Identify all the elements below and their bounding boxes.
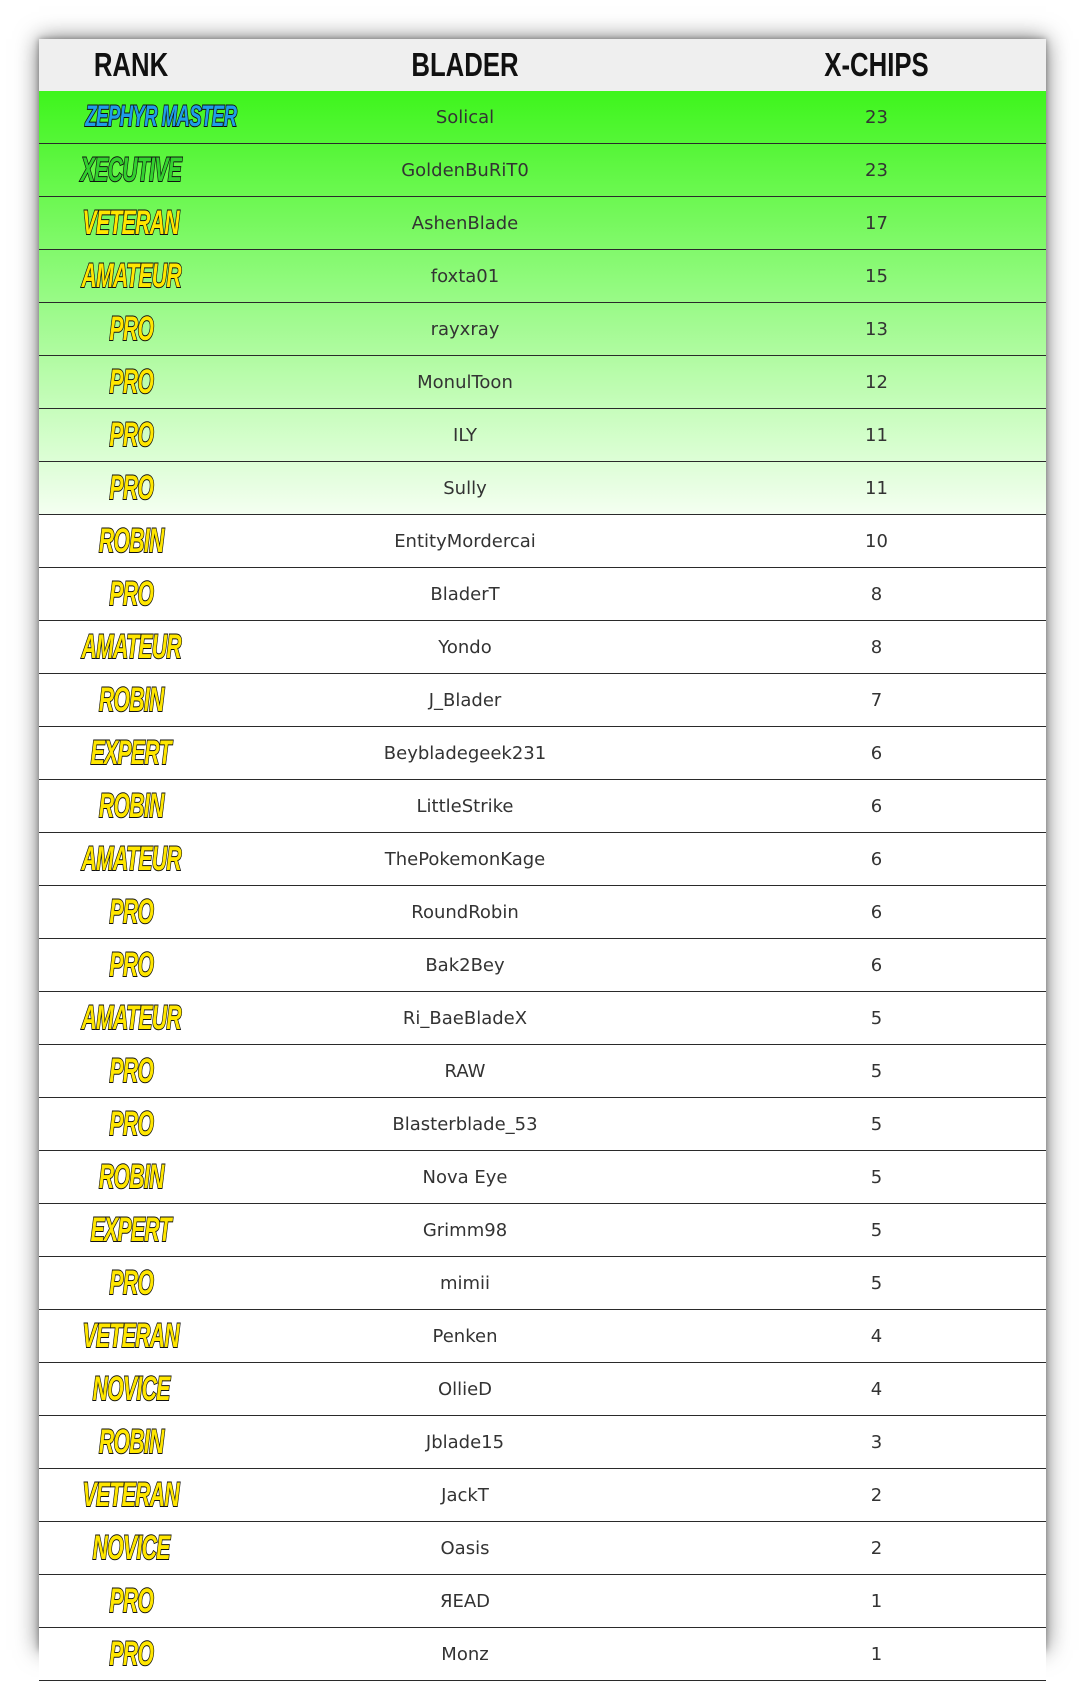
x-chips-count: 8 bbox=[870, 636, 883, 658]
x-chips-count: 6 bbox=[870, 848, 883, 870]
rank-badge: AMATEUR bbox=[81, 840, 181, 878]
blader-name: mimii bbox=[439, 1272, 491, 1294]
header-row bbox=[39, 39, 1046, 91]
rank-badge: ROBIN bbox=[98, 1158, 164, 1196]
rank-cell bbox=[39, 621, 223, 674]
rank-cell bbox=[39, 674, 223, 727]
rank-badge: PRO bbox=[109, 575, 153, 613]
rank-badge: AMATEUR bbox=[81, 257, 181, 295]
blader-name: foxta01 bbox=[430, 265, 500, 287]
blader-name: Jblade15 bbox=[425, 1431, 505, 1453]
blader-name: Solical bbox=[435, 106, 495, 128]
table-row bbox=[39, 303, 1046, 356]
rank-cell bbox=[39, 1310, 223, 1363]
table-row bbox=[39, 1628, 1046, 1681]
x-chips-count: 6 bbox=[870, 901, 883, 923]
rank-cell bbox=[39, 1575, 223, 1628]
x-chips-count: 2 bbox=[870, 1484, 883, 1506]
blader-name: ЯEAD bbox=[439, 1590, 491, 1612]
x-chips-count: 10 bbox=[865, 530, 888, 552]
table-row bbox=[39, 91, 1046, 144]
rank-badge: AMATEUR bbox=[81, 999, 181, 1037]
x-chips-count: 7 bbox=[870, 689, 883, 711]
table-row bbox=[39, 1098, 1046, 1151]
x-chips-count: 15 bbox=[865, 265, 888, 287]
x-chips-count: 4 bbox=[870, 1325, 883, 1347]
rank-cell bbox=[39, 1522, 223, 1575]
table-row bbox=[39, 621, 1046, 674]
blader-name: JackT bbox=[441, 1484, 489, 1506]
rank-cell bbox=[39, 462, 223, 515]
rank-cell bbox=[39, 1045, 223, 1098]
blader-name: rayxray bbox=[430, 318, 500, 340]
rank-badge: PRO bbox=[109, 1635, 153, 1673]
table-row bbox=[39, 250, 1046, 303]
x-chips-count: 2 bbox=[870, 1537, 883, 1559]
rank-cell bbox=[39, 91, 237, 144]
table-row bbox=[39, 197, 1046, 250]
rank-cell bbox=[39, 1151, 223, 1204]
blader-name: MonulToon bbox=[417, 371, 513, 393]
table-row bbox=[39, 674, 1046, 727]
blader-name: Grimm98 bbox=[422, 1219, 508, 1241]
table-body bbox=[39, 91, 1046, 1681]
rank-badge: ROBIN bbox=[98, 1423, 164, 1461]
blader-name: ILY bbox=[453, 424, 477, 446]
blader-name: OllieD bbox=[437, 1378, 493, 1400]
rank-badge: ROBIN bbox=[98, 522, 164, 560]
rank-cell bbox=[39, 1098, 223, 1151]
rank-cell bbox=[39, 197, 223, 250]
table-header bbox=[39, 39, 1046, 91]
rank-cell bbox=[39, 1416, 223, 1469]
x-chips-count: 4 bbox=[870, 1378, 883, 1400]
rank-cell bbox=[39, 1257, 223, 1310]
x-chips-count: 5 bbox=[870, 1060, 883, 1082]
rank-cell bbox=[39, 992, 223, 1045]
rank-badge: AMATEUR bbox=[81, 628, 181, 666]
table-row bbox=[39, 144, 1046, 197]
table-row bbox=[39, 1469, 1046, 1522]
rank-badge: EXPERT bbox=[90, 1211, 172, 1249]
blader-name: Yondo bbox=[438, 636, 492, 658]
rank-badge: ZEPHYR MASTER bbox=[85, 100, 237, 133]
x-chips-count: 6 bbox=[870, 954, 883, 976]
rank-cell bbox=[39, 1469, 223, 1522]
table-row bbox=[39, 1257, 1046, 1310]
column-header-chips: X-CHIPS bbox=[824, 46, 929, 83]
blader-name: Sully bbox=[443, 477, 487, 499]
rank-badge: NOVICE bbox=[92, 1529, 170, 1567]
table-row bbox=[39, 1363, 1046, 1416]
rank-badge: PRO bbox=[109, 416, 153, 454]
blader-name: GoldenBuRiT0 bbox=[401, 159, 529, 181]
blader-name: Beybladegeek231 bbox=[383, 742, 547, 764]
x-chips-count: 1 bbox=[870, 1590, 883, 1612]
table-row bbox=[39, 1310, 1046, 1363]
rank-badge: PRO bbox=[109, 310, 153, 348]
rank-badge: VETERAN bbox=[82, 204, 180, 242]
rank-cell bbox=[39, 356, 223, 409]
rank-badge: EXPERT bbox=[90, 734, 172, 772]
rank-cell bbox=[39, 780, 223, 833]
x-chips-count: 5 bbox=[870, 1166, 883, 1188]
rank-badge: NOVICE bbox=[92, 1370, 170, 1408]
rank-badge: PRO bbox=[109, 1052, 153, 1090]
x-chips-count: 6 bbox=[870, 742, 883, 764]
rank-badge: PRO bbox=[109, 893, 153, 931]
x-chips-count: 12 bbox=[865, 371, 888, 393]
leaderboard-card bbox=[39, 39, 1046, 1673]
table-row bbox=[39, 409, 1046, 462]
x-chips-count: 3 bbox=[870, 1431, 883, 1453]
rank-cell bbox=[39, 303, 223, 356]
rank-cell bbox=[39, 409, 223, 462]
blader-name: RAW bbox=[444, 1060, 486, 1082]
x-chips-count: 6 bbox=[870, 795, 883, 817]
x-chips-count: 5 bbox=[870, 1113, 883, 1135]
rank-cell bbox=[39, 515, 223, 568]
blader-name: RoundRobin bbox=[411, 901, 519, 923]
rank-badge: VETERAN bbox=[82, 1476, 180, 1514]
table-row bbox=[39, 727, 1046, 780]
table-row bbox=[39, 462, 1046, 515]
blader-name: Blasterblade_53 bbox=[392, 1113, 538, 1135]
table-row bbox=[39, 939, 1046, 992]
table-row bbox=[39, 1575, 1046, 1628]
blader-name: LittleStrike bbox=[416, 795, 514, 817]
blader-name: Oasis bbox=[440, 1537, 490, 1559]
blader-name: Monz bbox=[441, 1643, 489, 1665]
leaderboard-table bbox=[39, 39, 1046, 1681]
rank-badge: VETERAN bbox=[82, 1317, 180, 1355]
rank-cell bbox=[39, 886, 223, 939]
rank-badge: PRO bbox=[109, 946, 153, 984]
table-row bbox=[39, 568, 1046, 621]
rank-cell bbox=[39, 1363, 223, 1416]
blader-name: J_Blader bbox=[428, 689, 502, 711]
rank-badge: ROBIN bbox=[98, 787, 164, 825]
table-row bbox=[39, 992, 1046, 1045]
rank-cell bbox=[39, 727, 223, 780]
rank-badge: PRO bbox=[109, 1582, 153, 1620]
x-chips-count: 11 bbox=[865, 477, 888, 499]
blader-name: Ri_BaeBladeX bbox=[402, 1007, 528, 1029]
blader-name: Penken bbox=[432, 1325, 498, 1347]
column-header-rank: RANK bbox=[93, 46, 169, 83]
table-row bbox=[39, 886, 1046, 939]
rank-cell bbox=[39, 568, 223, 621]
table-row bbox=[39, 1204, 1046, 1257]
rank-cell bbox=[39, 144, 223, 197]
x-chips-count: 5 bbox=[870, 1219, 883, 1241]
table-row bbox=[39, 1045, 1046, 1098]
rank-cell bbox=[39, 833, 223, 886]
rank-badge: ROBIN bbox=[98, 681, 164, 719]
table-row bbox=[39, 1522, 1046, 1575]
x-chips-count: 23 bbox=[865, 159, 888, 181]
rank-badge: XECUTIVE bbox=[80, 151, 182, 189]
table-row bbox=[39, 515, 1046, 568]
rank-badge: PRO bbox=[109, 1105, 153, 1143]
rank-cell bbox=[39, 939, 223, 992]
rank-cell bbox=[39, 250, 223, 303]
x-chips-count: 5 bbox=[870, 1007, 883, 1029]
blader-name: BladerT bbox=[430, 583, 500, 605]
table-row bbox=[39, 780, 1046, 833]
column-header-blader: BLADER bbox=[411, 46, 519, 83]
blader-name: AshenBlade bbox=[411, 212, 519, 234]
blader-name: EntityMordercai bbox=[394, 530, 536, 552]
blader-name: Bak2Bey bbox=[425, 954, 505, 976]
x-chips-count: 23 bbox=[865, 106, 888, 128]
table-row bbox=[39, 356, 1046, 409]
x-chips-count: 8 bbox=[870, 583, 883, 605]
rank-badge: PRO bbox=[109, 1264, 153, 1302]
blader-name: Nova Eye bbox=[422, 1166, 508, 1188]
table-row bbox=[39, 1151, 1046, 1204]
rank-cell bbox=[39, 1628, 223, 1681]
table-row bbox=[39, 833, 1046, 886]
rank-badge: PRO bbox=[109, 469, 153, 507]
blader-name: ThePokemonKage bbox=[384, 848, 546, 870]
x-chips-count: 1 bbox=[870, 1643, 883, 1665]
x-chips-count: 11 bbox=[865, 424, 888, 446]
x-chips-count: 13 bbox=[865, 318, 888, 340]
x-chips-count: 17 bbox=[865, 212, 888, 234]
rank-badge: PRO bbox=[109, 363, 153, 401]
rank-cell bbox=[39, 1204, 223, 1257]
table-row bbox=[39, 1416, 1046, 1469]
x-chips-count: 5 bbox=[870, 1272, 883, 1294]
